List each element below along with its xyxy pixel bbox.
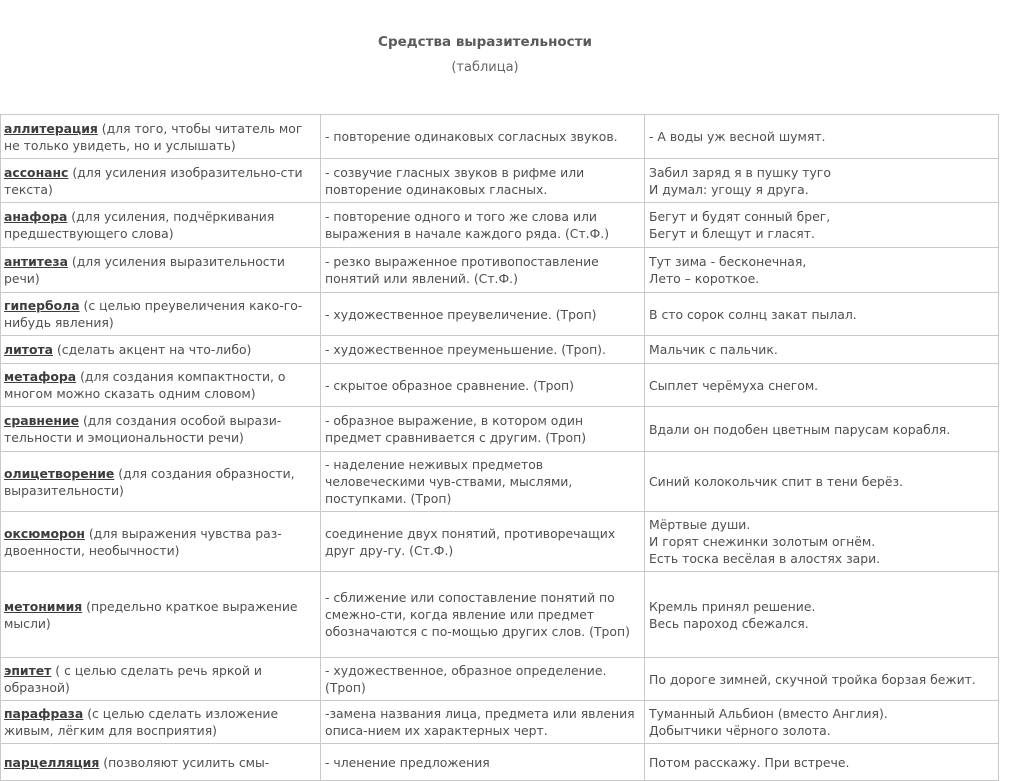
definition-cell: - художественное преуменьшение. (Троп).	[321, 336, 645, 364]
term-cell	[1, 248, 321, 293]
table-row	[1, 658, 999, 701]
table-row	[1, 159, 999, 203]
definition-cell: -замена названия лица, предмета или явления описа-нием их характерных черт.	[321, 701, 645, 744]
term-purpose: (для создания особой вырази-тельности и эмоциональности речи)	[4, 413, 282, 445]
page-subtitle: (таблица)	[451, 60, 519, 75]
term-cell	[1, 159, 321, 203]
term-cell	[1, 512, 321, 572]
term-cell	[1, 336, 321, 364]
definition-cell: - созвучие гласных звуков в рифме или повторение одинаковых гласных.	[321, 159, 645, 203]
definition-cell: - художественное, образное определение. (Троп)	[321, 658, 645, 701]
definition-cell: - художественное преувеличение. (Троп)	[321, 293, 645, 336]
term-purpose: (для выражения чувства раз-двоенности, необычности)	[4, 525, 282, 558]
term-purpose: (для создания компактности, о многом можно сказать одним словом)	[4, 369, 286, 401]
definition-cell: - образное выражение, в котором один предмет сравнивается с другим. (Троп)	[321, 407, 645, 452]
definition-cell: - наделение неживых предметов человеческими чув-ствами, мыслями, поступками. (Троп)	[321, 452, 645, 512]
term-purpose: ( с целью сделать речь яркой и образной)	[4, 663, 262, 695]
table-row	[1, 572, 999, 658]
term-cell	[1, 658, 321, 701]
term-purpose: (для усиления, подчёркивания предшествующего слова)	[4, 209, 275, 241]
term-name: ассонанс	[4, 164, 69, 180]
term-purpose: (позволяют усилить смы-	[99, 754, 270, 770]
term-name: сравнение	[4, 413, 80, 428]
devices-table	[0, 114, 999, 781]
page-title: Средства выразительности	[378, 34, 592, 50]
definition-cell: - повторение одинаковых согласных звуков.	[321, 115, 645, 159]
term-cell	[1, 572, 321, 658]
table-row	[1, 115, 999, 159]
example-cell: Туманный Альбион (вместо Англия). Добытчики чёрного золота.	[645, 701, 999, 744]
example-cell: В сто сорок солнц закат пылал.	[645, 293, 999, 336]
term-name: метонимия	[4, 598, 83, 614]
table-row	[1, 452, 999, 512]
term-name: парцелляция	[4, 754, 100, 770]
definition-cell: - скрытое образное сравнение. (Троп)	[321, 364, 645, 407]
term-name: оксюморон	[4, 525, 85, 541]
example-cell: Мальчик с пальчик.	[645, 336, 999, 364]
term-cell	[1, 744, 321, 781]
term-purpose: (для усиления выразительности речи)	[4, 254, 285, 286]
definition-cell: - сближение или сопоставление понятий по смежно-сти, когда явление или предмет обозначаются с по-мощью других слов. (Троп)	[321, 572, 645, 658]
term-purpose: (с целью сделать изложение живым, лёгким для восприятия)	[4, 706, 279, 738]
term-purpose: (для создания образности, выразительности)	[4, 465, 295, 498]
term-name: анафора	[4, 209, 68, 224]
term-name: аллитерация	[4, 120, 98, 136]
term-cell	[1, 293, 321, 336]
example-cell: Мёртвые души. И горят снежинки золотым огнём. Есть тоска весёлая в алостях зари.	[645, 512, 999, 572]
term-name: парафраза	[4, 706, 84, 721]
example-cell: Потом расскажу. При встрече.	[645, 744, 999, 781]
table-row	[1, 701, 999, 744]
term-purpose: (с целью преувеличения како-го-нибудь явления)	[4, 298, 303, 330]
table-row	[1, 407, 999, 452]
term-name: гипербола	[4, 298, 80, 313]
term-cell	[1, 407, 321, 452]
definition-cell: - повторение одного и того же слова или выражения в начале каждого ряда. (Ст.Ф.)	[321, 203, 645, 248]
term-name: олицетворение	[4, 465, 115, 481]
term-cell	[1, 701, 321, 744]
example-cell: Синий колокольчик спит в тени берёз.	[645, 452, 999, 512]
example-cell: Забил заряд я в пушку туго И думал: угощу я друга.	[645, 159, 999, 203]
definition-cell: соединение двух понятий, противоречащих друг дру-гу. (Ст.Ф.)	[321, 512, 645, 572]
table-row	[1, 512, 999, 572]
term-purpose: (для усиления изобразительно-сти текста)	[4, 164, 303, 197]
table-row	[1, 364, 999, 407]
term-purpose: (сделать акцент на что-либо)	[53, 342, 252, 357]
term-cell	[1, 203, 321, 248]
example-cell: По дороге зимней, скучной тройка борзая бежит.	[645, 658, 999, 701]
example-cell: Вдали он подобен цветным парусам корабля.	[645, 407, 999, 452]
definition-cell: - членение предложения	[321, 744, 645, 781]
example-cell: Бегут и будят сонный брег, Бегут и блещут и гласят.	[645, 203, 999, 248]
term-purpose: (предельно краткое выражение мысли)	[4, 598, 298, 631]
example-cell: Сыплет черёмуха снегом.	[645, 364, 999, 407]
term-cell	[1, 452, 321, 512]
term-purpose: (для того, чтобы читатель мог не только увидеть, но и услышать)	[4, 120, 303, 153]
term-cell	[1, 364, 321, 407]
term-name: литота	[4, 342, 53, 357]
table-row	[1, 336, 999, 364]
table-row	[1, 248, 999, 293]
definition-cell: - резко выраженное противопоставление понятий или явлений. (Ст.Ф.)	[321, 248, 645, 293]
term-cell	[1, 115, 321, 159]
table-row	[1, 203, 999, 248]
example-cell: Кремль принял решение. Весь пароход сбежался.	[645, 572, 999, 658]
term-name: метафора	[4, 369, 77, 384]
table-row	[1, 744, 999, 781]
table-row	[1, 293, 999, 336]
term-name: антитеза	[4, 254, 68, 269]
example-cell: - А воды уж весной шумят.	[645, 115, 999, 159]
term-name: эпитет	[4, 663, 52, 678]
example-cell: Тут зима - бесконечная, Лето – короткое.	[645, 248, 999, 293]
